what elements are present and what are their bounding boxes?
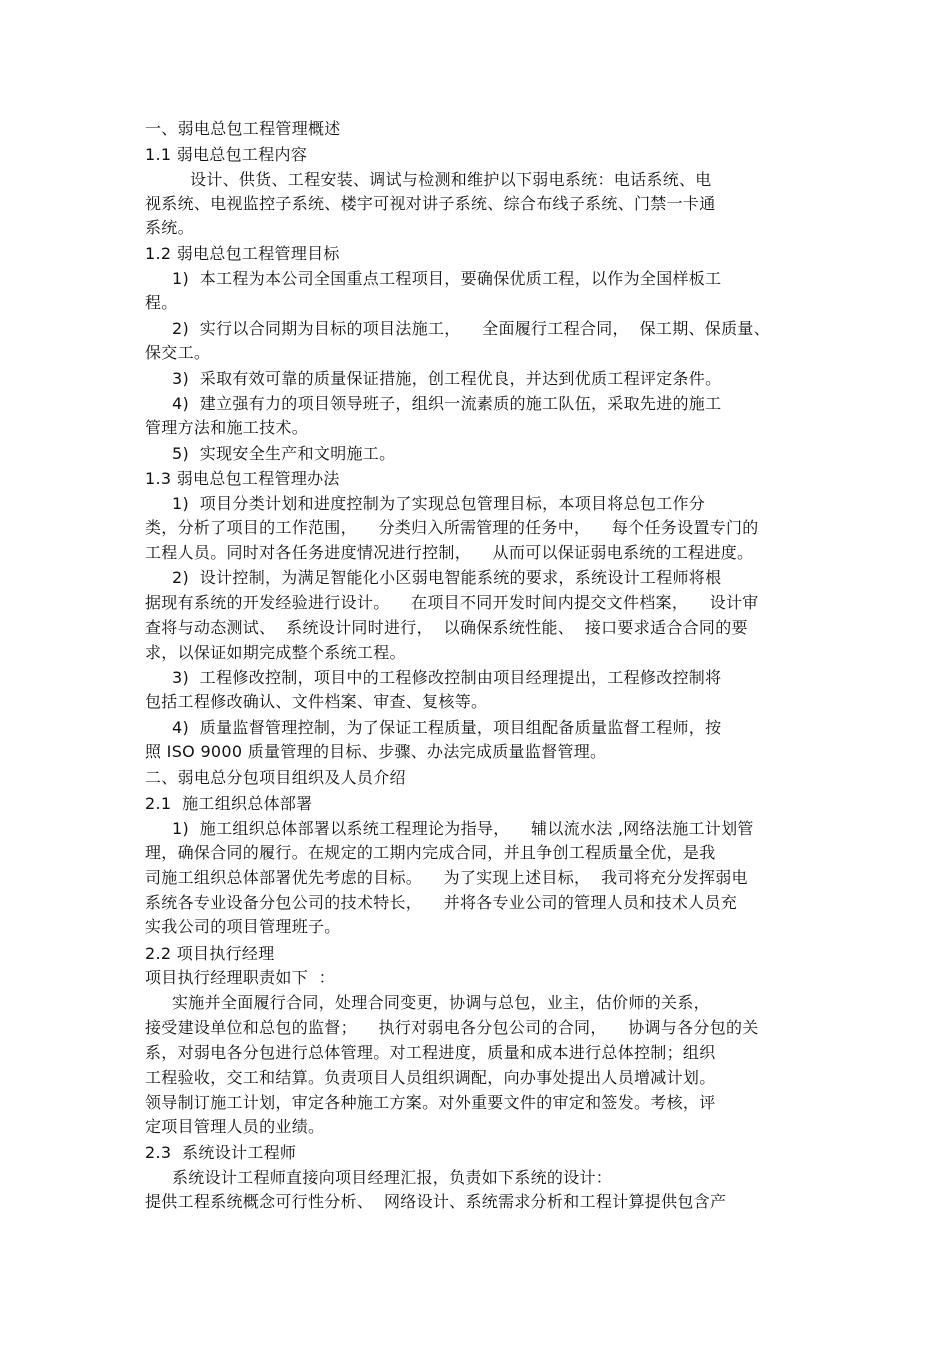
paragraph-line: 系统各专业设备分包公司的技术特长， 并将各专业公司的管理人员和技术人员充	[145, 893, 738, 912]
paragraph-line: 包括工程修改确认、文件档案、审查、复核等。	[145, 692, 488, 711]
paragraph-line: 系统设计工程师直接向项目经理汇报，负责如下系统的设计：	[172, 1168, 613, 1187]
paragraph-line: 工程验收，交工和结算。负责项目人员组织调配，向办事处提出人员增减计划。	[145, 1068, 716, 1087]
paragraph-line: 3) 工程修改控制，项目中的工程修改控制由项目经理提出，工程修改控制将	[172, 668, 722, 687]
paragraph-line: 据现有系统的开发经验进行设计。 在项目不同开发时间内提交文件档案， 设计审	[145, 593, 759, 612]
paragraph-line: 项目执行经理职责如下 ：	[145, 968, 336, 987]
heading-1-1: 1.1 弱电总包工程内容	[145, 145, 308, 164]
paragraph-line: 理，确保合同的履行。在规定的工期内完成合同，并且争创工程质量全优，是我	[145, 843, 716, 862]
heading-2-3: 2.3 系统设计工程师	[145, 1143, 297, 1162]
paragraph-line: 实施并全面履行合同，处理合同变更，协调与总包，业主，估价师的关系，	[172, 993, 710, 1012]
heading-section-2: 二、弱电总分包项目组织及人员介绍	[145, 768, 406, 787]
paragraph-line: 照 ISO 9000 质量管理的目标、步骤、办法完成质量监督管理。	[145, 742, 607, 761]
paragraph-line: 实我公司的项目管理班子。	[145, 917, 341, 936]
paragraph-line: 视系统、电视监控子系统、楼宇可视对讲子系统、综合布线子系统、门禁一卡通	[145, 194, 716, 213]
heading-1-2: 1.2 弱电总包工程管理目标	[145, 244, 340, 263]
paragraph-line: 1) 项目分类计划和进度控制为了实现总包管理目标，本项目将总包工作分	[172, 494, 706, 513]
paragraph-line: 3) 采取有效可靠的质量保证措施，创工程优良，并达到优质工程评定条件。	[172, 369, 722, 388]
heading-1-3: 1.3 弱电总包工程管理办法	[145, 469, 340, 488]
paragraph-line: 系统。	[145, 218, 194, 237]
paragraph-line: 4) 质量监督管理控制，为了保证工程质量，项目组配备质量监督工程师，按	[172, 718, 722, 737]
paragraph-line: 1) 本工程为本公司全国重点工程项目，要确保优质工程，以作为全国样板工	[172, 269, 722, 288]
paragraph-line: 管理方法和施工技术。	[145, 418, 309, 437]
paragraph-line: 类，分析了项目的工作范围， 分类归入所需管理的任务中， 每个任务设置专门的	[145, 518, 759, 537]
paragraph-line: 工程人员。同时对各任务进度情况进行控制， 从而可以保证弱电系统的工程进度。	[145, 543, 754, 562]
paragraph-line: 司施工组织总体部署优先考虑的目标。 为了实现上述目标， 我司将充分发挥弱电	[145, 868, 748, 887]
paragraph-line: 提供工程系统概念可行性分析、 网络设计、系统需求分析和工程计算提供包含产	[145, 1192, 727, 1211]
paragraph-line: 查将与动态测试、 系统设计同时进行， 以确保系统性能、 接口要求适合合同的要	[145, 618, 748, 637]
paragraph-line: 程。	[145, 293, 178, 312]
paragraph-line: 求，以保证如期完成整个系统工程。	[145, 643, 406, 662]
heading-2-2: 2.2 项目执行经理	[145, 944, 275, 963]
paragraph-line: 4) 建立强有力的项目领导班子，组织一流素质的施工队伍，采取先进的施工	[172, 394, 722, 413]
paragraph-line: 1) 施工组织总体部署以系统工程理论为指导， 辅以流水法 ,网络法施工计划管	[172, 819, 754, 838]
paragraph-line: 系，对弱电各分包进行总体管理。对工程进度，质量和成本进行总体控制；组织	[145, 1043, 716, 1062]
paragraph-line: 设计、供货、工程安装、调试与检测和维护以下弱电系统：电话系统、电	[190, 170, 712, 189]
paragraph-line: 接受建设单位和总包的监督； 执行对弱电各分包公司的合同， 协调与各分包的关	[145, 1018, 759, 1037]
paragraph-line: 5) 实现安全生产和文明施工。	[172, 444, 396, 463]
paragraph-line: 领导制订施工计划，审定各种施工方案。对外重要文件的审定和签发。考核，评	[145, 1093, 716, 1112]
paragraph-line: 2) 实行以合同期为目标的项目法施工， 全面履行工程合同， 保工期、保质量、	[172, 319, 771, 338]
paragraph-line: 保交工。	[145, 343, 211, 362]
paragraph-line: 定项目管理人员的业绩。	[145, 1117, 325, 1136]
heading-section-1: 一、弱电总包工程管理概述	[145, 119, 341, 138]
paragraph-line: 2) 设计控制，为满足智能化小区弱电智能系统的要求，系统设计工程师将根	[172, 568, 722, 587]
heading-2-1: 2.1 施工组织总体部署	[145, 794, 313, 813]
